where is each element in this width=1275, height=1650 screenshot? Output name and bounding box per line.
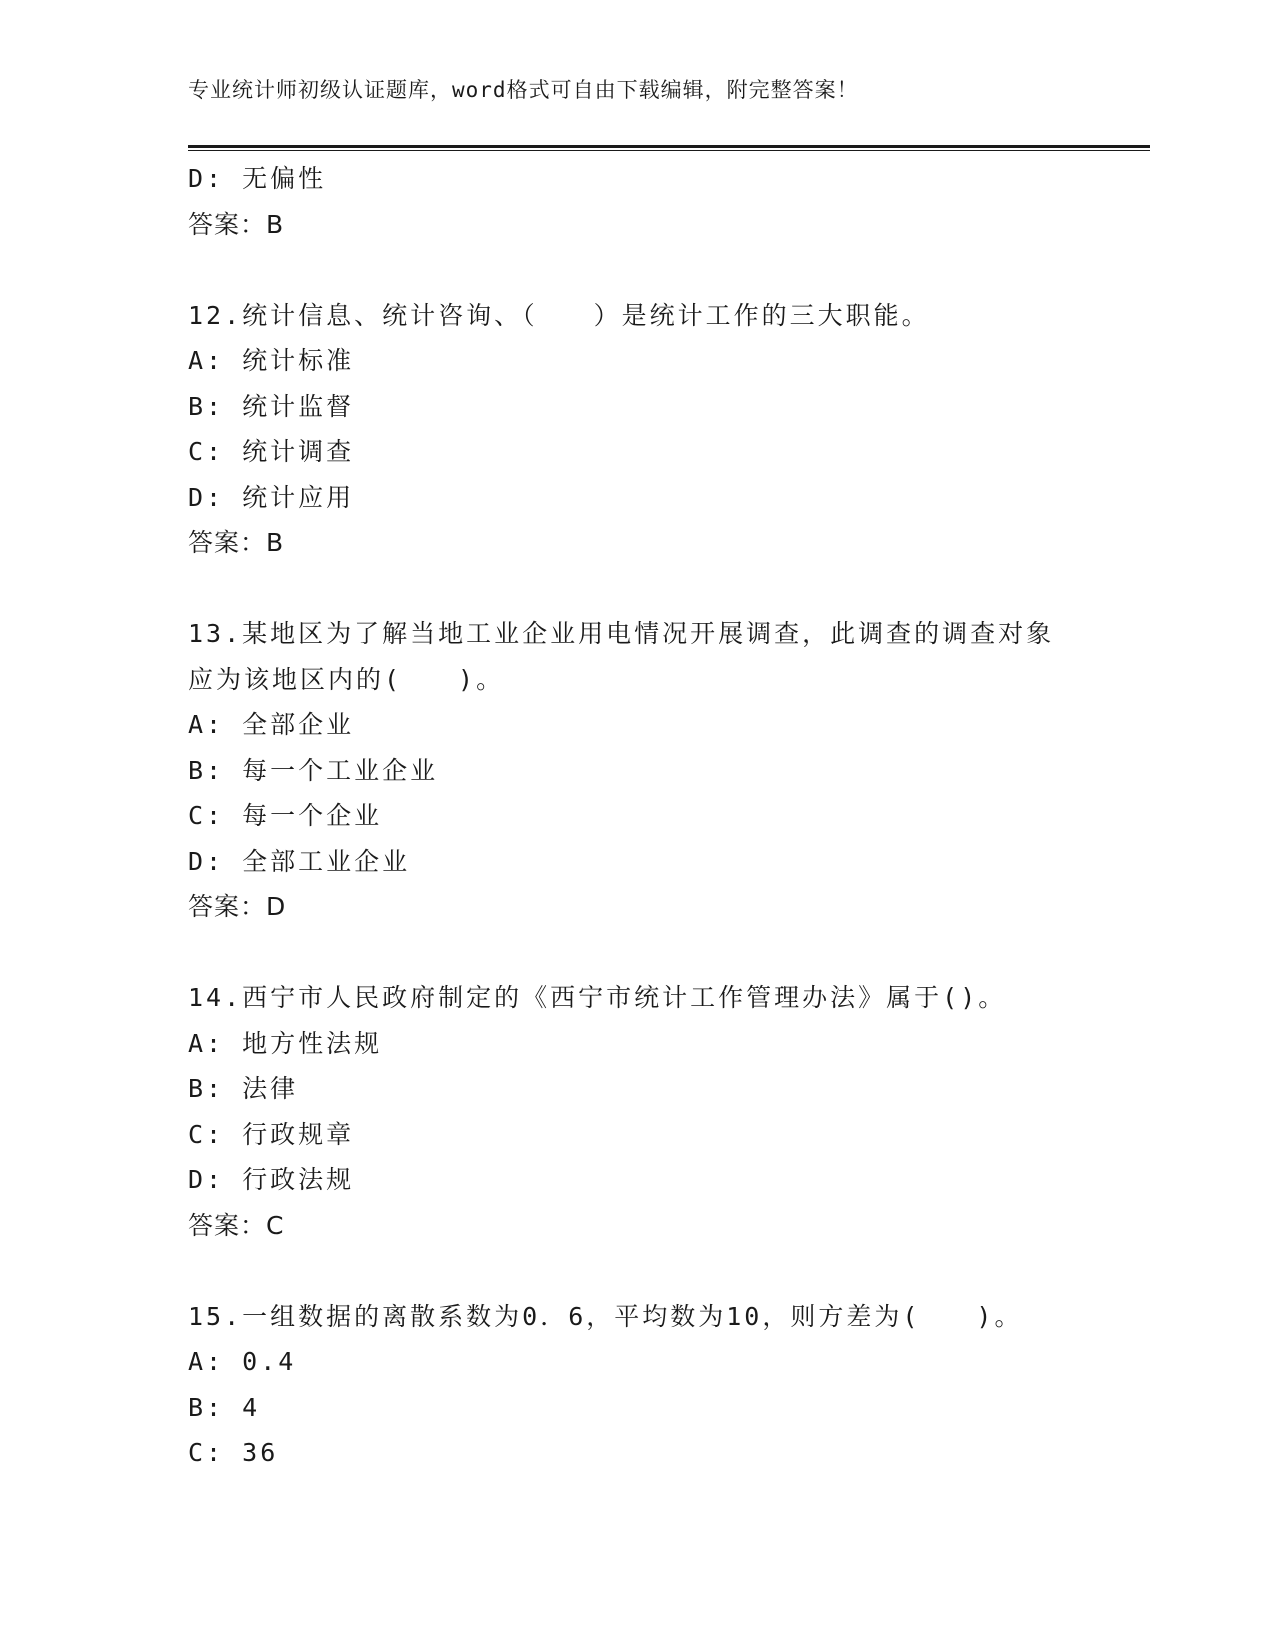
option-c: C: 36 — [188, 1438, 279, 1467]
answer-line: 答案：B — [188, 528, 285, 557]
spacer — [188, 930, 1150, 976]
question-stem: 14.西宁市人民政府制定的《西宁市统计工作管理办法》属于()。 — [188, 983, 1007, 1012]
option-d: D: 全部工业企业 — [188, 846, 411, 876]
question-stem: 13.某地区为了解当地工业企业用电情况开展调查，此调查的调查对象 — [188, 619, 1055, 648]
spacer — [188, 566, 1150, 612]
question-block-prev — [188, 156, 1150, 247]
page-header: 专业统计师初级认证题库，word格式可自由下载编辑，附完整答案！ — [188, 78, 859, 102]
option-d: D: 无偏性 — [188, 164, 327, 193]
question-content — [188, 156, 1150, 1476]
option-b: B: 每一个工业企业 — [188, 755, 439, 785]
answer-line: 答案：B — [188, 209, 285, 239]
spacer — [188, 247, 1150, 293]
option-b: B: 法律 — [188, 1074, 299, 1103]
answer-line: 答案：C — [188, 1210, 285, 1240]
option-c: C: 行政规章 — [188, 1119, 355, 1149]
answer-line: 答案：D — [188, 892, 287, 921]
question-block-12 — [188, 293, 1150, 566]
option-d: D: 行政法规 — [188, 1165, 355, 1194]
option-a: A: 统计标准 — [188, 346, 355, 375]
option-a: A: 0.4 — [188, 1347, 297, 1376]
option-c: C: 每一个企业 — [188, 801, 383, 830]
spacer — [188, 1248, 1150, 1294]
question-block-13 — [188, 611, 1150, 930]
header-rule-thin — [188, 150, 1150, 151]
option-d: D: 统计应用 — [188, 482, 355, 512]
option-b: B: 4 — [188, 1392, 261, 1422]
option-c: C: 统计调查 — [188, 437, 355, 466]
option-a: A: 全部企业 — [188, 710, 355, 739]
question-block-14 — [188, 975, 1150, 1248]
question-stem: 15.一组数据的离散系数为0．6，平均数为10，则方差为( )。 — [188, 1301, 1023, 1331]
option-a: A: 地方性法规 — [188, 1028, 383, 1058]
question-block-15 — [188, 1294, 1150, 1476]
header-rule-thick — [188, 145, 1150, 148]
option-b: B: 统计监督 — [188, 391, 355, 421]
question-stem: 12.统计信息、统计咨询、（ ）是统计工作的三大职能。 — [188, 300, 930, 330]
question-stem-continued: 应为该地区内的( )。 — [188, 664, 505, 694]
